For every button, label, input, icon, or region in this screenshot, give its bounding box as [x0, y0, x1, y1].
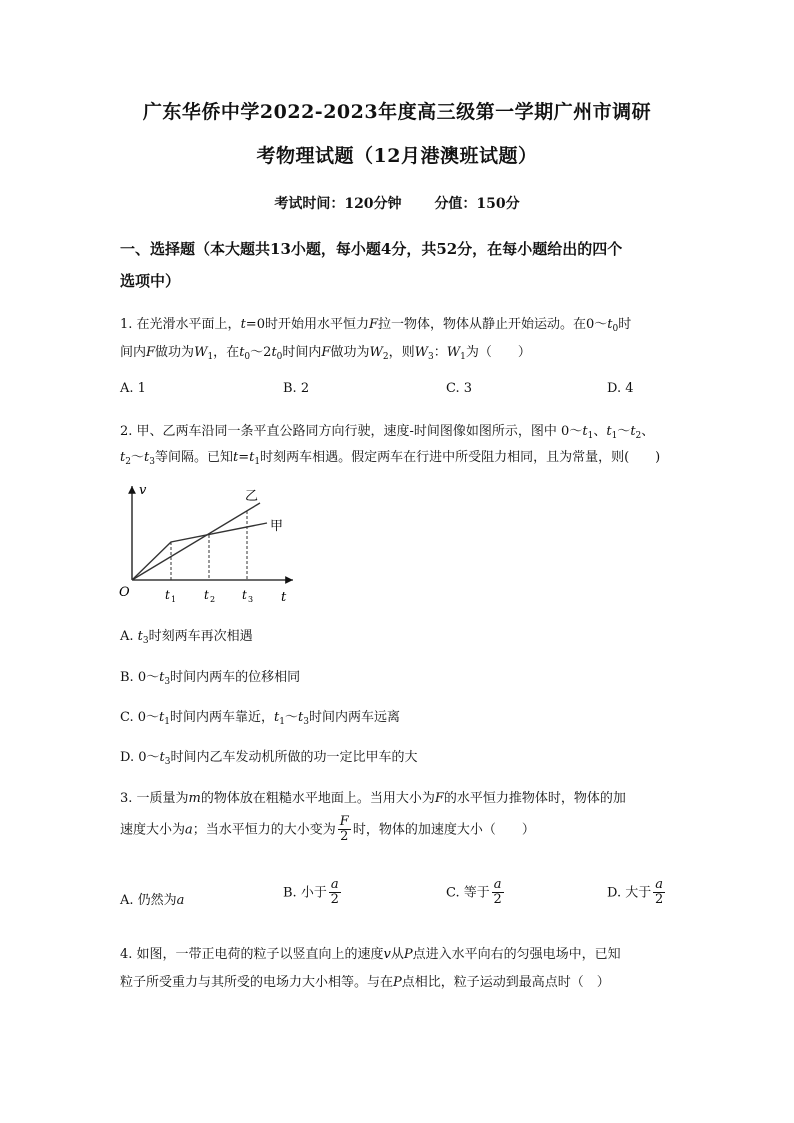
q2-text: ～	[617, 424, 631, 439]
q4-text: 点相比，粒子运动到最高点时（ ）	[401, 975, 610, 990]
var-a: a	[185, 822, 193, 838]
var-W: W	[194, 345, 208, 360]
opt-prefix: B. 0～	[120, 670, 160, 685]
var-F: F	[146, 345, 156, 360]
var-t: t	[607, 317, 613, 332]
opt-text: 时间内两车的位移相同	[170, 670, 301, 685]
q1-text: 做功为	[330, 345, 370, 360]
opt-prefix: A.	[120, 629, 138, 644]
q2-text: 等间隔。已知	[154, 450, 233, 465]
var-t: t	[232, 450, 239, 465]
tick-t2: t	[204, 588, 209, 602]
title-line-2: 考物理试题（12月港澳班试题）	[256, 145, 538, 167]
section-heading	[120, 233, 680, 297]
subscript: 3	[142, 636, 149, 646]
subscript: 1	[207, 352, 214, 362]
var-t: t	[159, 750, 165, 765]
q2-option-a[interactable]	[120, 625, 253, 644]
q3-text: 速度大小为	[120, 822, 186, 838]
var-W: W	[369, 345, 383, 360]
subscript: 3	[149, 457, 155, 467]
q3-line-1	[120, 787, 626, 806]
q2-option-d[interactable]	[120, 746, 417, 765]
var-F: F	[321, 345, 331, 360]
q3-option-c[interactable]	[446, 878, 506, 908]
q1-option-a[interactable]: A. 1	[120, 381, 146, 396]
vt-graph	[115, 478, 315, 608]
q1-text: ：	[433, 345, 447, 360]
var-t: t	[159, 710, 165, 725]
var-t: t	[159, 670, 165, 685]
q1-text: ～2	[250, 345, 272, 360]
q3-text: 的水平恒力推物体时，物体的加	[443, 791, 626, 806]
q3-line-2	[120, 815, 535, 845]
var-t: t	[606, 424, 612, 439]
q2-text: ～	[130, 450, 144, 465]
opt-prefix: D. 0～	[120, 750, 160, 765]
v-label: v	[139, 483, 147, 498]
subscript: 2	[382, 352, 389, 362]
fraction-F-over-2	[338, 815, 351, 845]
var-F: F	[368, 317, 378, 332]
q1-option-b[interactable]: B. 2	[283, 381, 310, 396]
q1-text: 在光滑水平面上，	[136, 317, 241, 332]
var-a: a	[176, 893, 185, 908]
q4-line-2	[120, 971, 610, 990]
var-t: t	[240, 317, 246, 332]
var-t: t	[271, 345, 277, 360]
denominator: 2	[340, 829, 349, 845]
fraction-a-over-2	[329, 878, 341, 908]
section-heading-line-1: 一、选择题（本大题共13小题，每小题4分，共52分，在每小题给出的四个	[120, 240, 623, 258]
q4-line-1	[120, 943, 621, 962]
numerator: a	[655, 877, 663, 892]
q3-text: 时，物体的加速度大小（ ）	[352, 822, 535, 838]
var-W: W	[446, 345, 461, 360]
subscript: 1	[460, 352, 466, 362]
subscript: 3	[427, 352, 434, 362]
q1-line-1	[120, 313, 631, 332]
tick-t2-sub: 2	[210, 595, 216, 604]
opt-text: B. 小于	[283, 885, 327, 901]
q1-number: 1.	[120, 317, 133, 332]
q2-text: 2. 甲、乙两车沿同一条平直公路同方向行驶，速度-时间图像如图所示，图中 0～	[120, 424, 583, 439]
subscript: 0	[612, 324, 619, 334]
q3-text: 3. 一质量为	[120, 791, 189, 806]
exam-score: 分值：150分	[434, 196, 520, 212]
denominator: 2	[654, 892, 664, 908]
q2-line-2: $t_2\sim t_3$等间隔。已知$t=t_1$时刻两车相遇。假定两车在行进中所受阻力相同，且为常量，则( )	[120, 450, 661, 467]
denominator: 2	[493, 892, 502, 908]
q2-option-c[interactable]	[120, 706, 400, 725]
label-jia: 甲	[270, 519, 284, 534]
q4-text: 粒子所受重力与其所受的电场力大小相等。与在	[120, 975, 394, 990]
title-line-1: 广东华侨中学2022-2023年度高三级第一学期广州市调研	[142, 101, 652, 123]
var-t: t	[239, 345, 245, 360]
tick-t1-sub: 1	[171, 595, 177, 604]
tick-t3-sub: 3	[248, 595, 254, 604]
opt-text: 时刻两车再次相遇	[148, 629, 253, 644]
q4-text: 4. 如图，一带正电荷的粒子以竖直向上的速度	[120, 947, 384, 962]
subscript: 0	[276, 352, 283, 362]
q2-text: 时刻两车相遇。假定两车在行进中所受阻力相同，且为常量，则( )	[260, 450, 661, 465]
var-t: t	[298, 710, 304, 725]
var-t: t	[630, 424, 636, 439]
var-t: t	[143, 450, 150, 465]
opt-prefix: C. 0～	[120, 710, 160, 725]
var-W: W	[414, 345, 428, 360]
line-yi	[132, 503, 260, 580]
numerator: a	[493, 877, 502, 892]
opt-text: 时间内两车靠近，	[170, 710, 275, 725]
subscript: 1	[587, 431, 594, 441]
q2-line-1: 2. 甲、乙两车沿同一条平直公路同方向行驶，速度-时间图像如图所示，图中 $0\sim t_1$、$t_1\sim t_2$、	[120, 424, 655, 441]
denominator: 2	[330, 892, 339, 908]
q1-text: 时	[618, 317, 632, 332]
origin-label: O	[119, 585, 130, 600]
var-t: t	[249, 450, 255, 465]
numerator: a	[330, 877, 339, 892]
opt-text: D. 大于	[607, 885, 652, 901]
q3-option-d[interactable]	[607, 878, 667, 908]
fraction-a-over-2	[492, 878, 504, 908]
var-v: v	[383, 947, 391, 962]
q3-text: 的物体放在粗糙水平地面上。当用大小为	[200, 791, 435, 806]
q1-text: 时间内	[282, 345, 322, 360]
tick-t3: t	[242, 588, 247, 602]
numerator: F	[339, 814, 349, 829]
exam-time: 考试时间：120分钟	[274, 196, 402, 212]
q1-text: ，在	[213, 345, 240, 360]
subscript: 3	[303, 717, 309, 727]
q1-text: 为（ ）	[465, 345, 531, 360]
subscript: 0	[244, 352, 251, 362]
opt-text: A. 仍然为	[120, 893, 177, 908]
label-yi: 乙	[245, 489, 259, 504]
fraction-a-over-2	[653, 878, 665, 908]
opt-text: 时间内两车远离	[308, 710, 400, 725]
q3-option-b[interactable]	[283, 878, 343, 908]
var-t: t	[274, 710, 280, 725]
var-P: P	[393, 975, 402, 990]
subscript: 2	[125, 457, 131, 467]
section-heading-line-2: 选项中）	[120, 272, 181, 290]
var-t: t	[582, 424, 588, 439]
exam-meta	[0, 193, 794, 213]
subscript: 2	[635, 431, 642, 441]
var-m: m	[188, 791, 201, 806]
var-t: t	[120, 450, 126, 465]
opt-text: C. 等于	[446, 885, 490, 901]
tick-t1: t	[165, 588, 170, 602]
q1-line-2	[120, 341, 531, 360]
opt-text: 时间内乙车发动机所做的功一定比甲车的大	[170, 750, 418, 765]
t-label: t	[281, 590, 287, 605]
subscript: 3	[164, 757, 171, 767]
q1-text: 拉一物体，物体从静止开始运动。在0～	[378, 317, 608, 332]
subscript: 1	[279, 717, 285, 727]
opt-text: ～	[284, 710, 298, 725]
q2-option-b[interactable]	[120, 666, 300, 685]
q1-option-c[interactable]: C. 3	[446, 381, 473, 396]
q1-text: =0时开始用水平恒力	[245, 317, 369, 332]
subscript: 1	[164, 717, 170, 727]
subscript: 1	[611, 431, 618, 441]
var-F: F	[434, 791, 444, 806]
q4-text: 从	[390, 947, 404, 962]
subscript: 1	[254, 457, 261, 467]
q1-text: ，则	[388, 345, 415, 360]
q3-option-a[interactable]	[120, 889, 184, 908]
q1-option-d[interactable]: D. 4	[607, 381, 634, 396]
q1-text: 间内	[120, 345, 147, 360]
var-t: t	[137, 629, 143, 644]
q3-text: ；当水平恒力的大小变为	[192, 822, 336, 838]
var-P: P	[403, 947, 413, 962]
q4-text: 点进入水平向右的匀强电场中，已知	[412, 947, 621, 962]
q1-text: 做功为	[155, 345, 195, 360]
subscript: 3	[164, 677, 171, 687]
